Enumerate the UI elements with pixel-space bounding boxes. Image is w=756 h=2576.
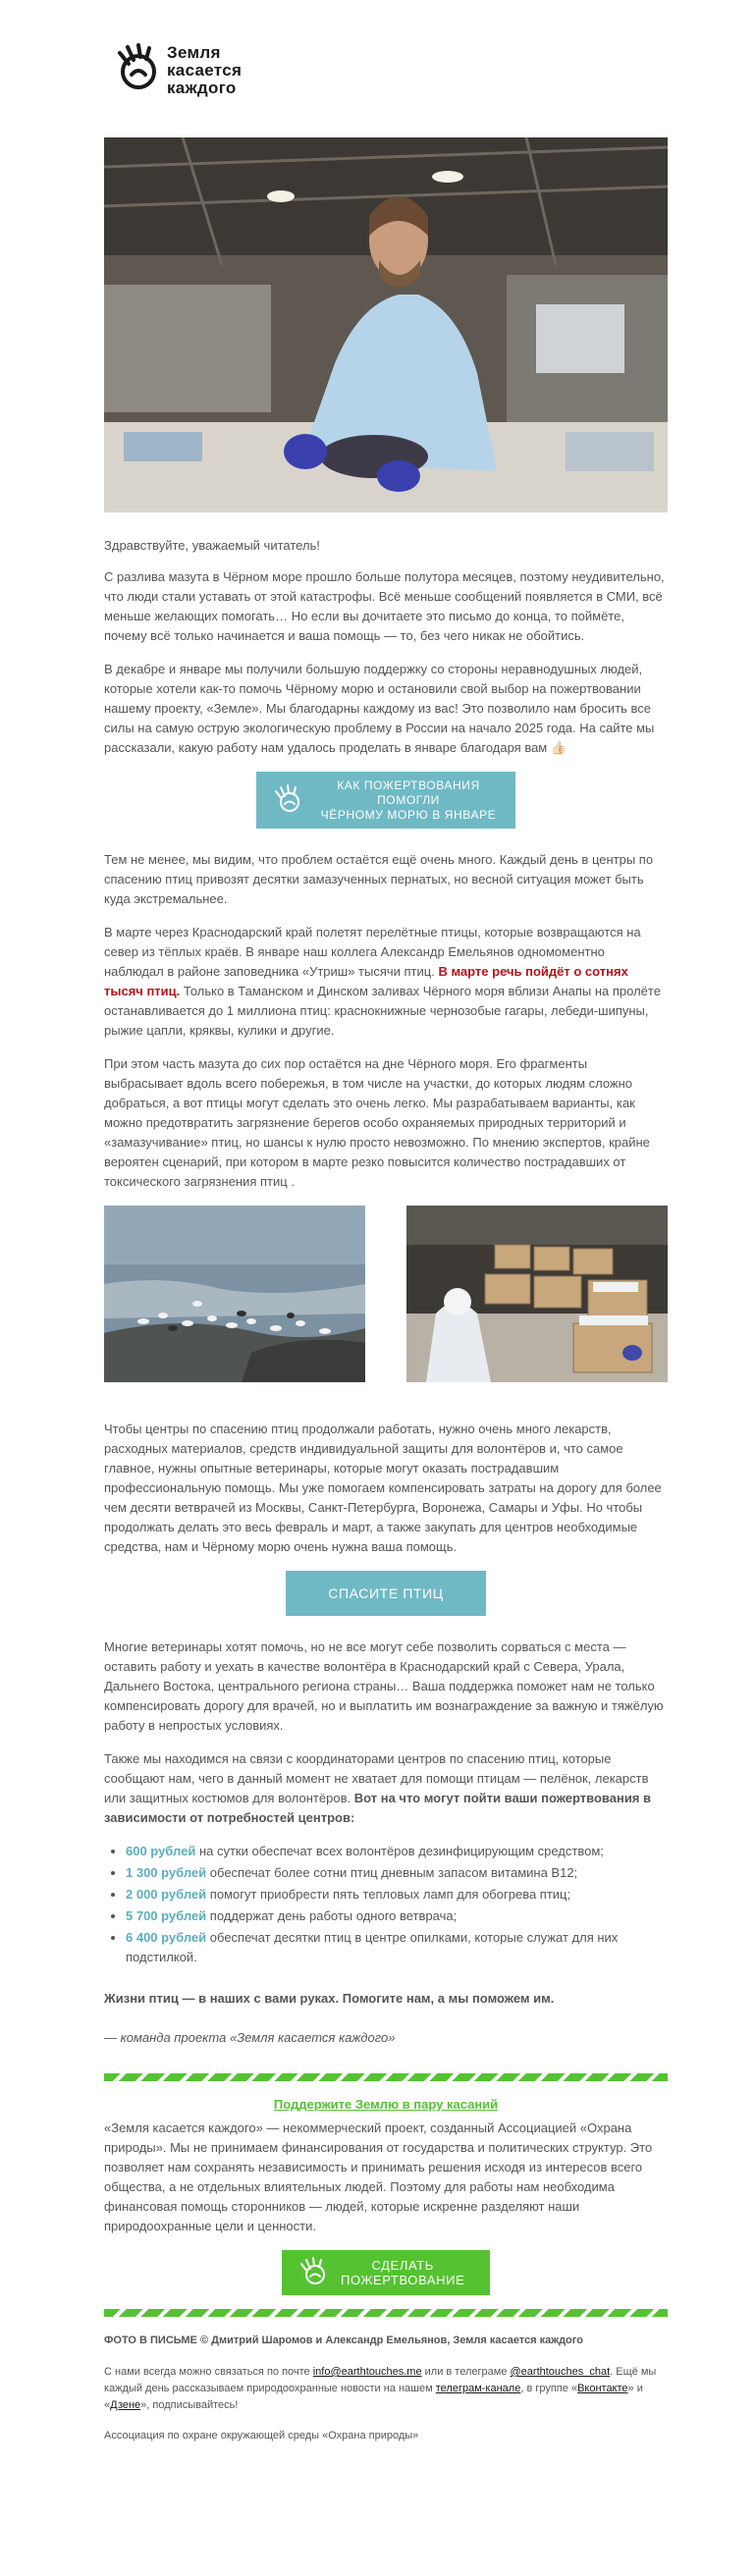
hand-holding-heart-icon: [296, 2256, 333, 2289]
logo-wordmark: Земля касается каждого: [167, 43, 243, 97]
paragraph-vets-travel: Многие ветеринары хотят помочь, но не все могут себе позволить сорваться с места — оставить работу и уехать в качестве волонтёра в Краснодарский край с Севера, Урала, Дальнего Востока, центрального региона страны… Ваша поддержка поможет нам не только компенсировать дорогу для врачей, но и выплатить им вознаграждение за важную и тяжёлую работу в непростых условиях.: [104, 1639, 664, 1733]
list-item: • 1 300 рублей обеспечат более сотни птиц дневным запасом витамина B12;: [126, 1863, 668, 1883]
contacts: С нами всегда можно связаться по почте info@earthtouches.me или в телеграме @earthtouches_chat. Ещё мы каждый день рассказываем природоохранные новости на нашем телеграм-канале, в группе «Вконтакте» и «Дзене», подписывайтесь!: [104, 2366, 657, 2411]
divider-stripe: [104, 2309, 668, 2317]
save-birds-button[interactable]: СПАСИТЕ ПТИЦ: [286, 1571, 486, 1616]
paragraph-migration: В марте через Краснодарский край полетят перелётные птицы, которые возвращаются на север из тёплых краёв. В январе наш коллега Александр Емельянов одномоментно наблюдал в районе заповедника «Утриш» тысячи птиц. В марте речь пойдёт о сотнях тысяч птиц. Только в Таманском и Динском заливах Чёрного моря вблизи Анапы на пролёте останавливается до 1 миллиона птиц: краснокнижные чернозобые гагары, лебеди-шипуны, рыжие цапли, кряквы, кулики и другие.: [104, 925, 661, 1038]
vk-link[interactable]: Вконтакте: [577, 2383, 628, 2394]
donate-button[interactable]: СДЕЛАТЬ ПОЖЕРТВОВАНИЕ: [282, 2250, 490, 2295]
list-item: • 5 700 рублей поддержат день работы одного ветврача;: [126, 1906, 668, 1926]
intro-paragraph-2: В декабре и январе мы получили большую поддержку со стороны неравнодушных людей, которые хотели как-то помочь Чёрному морю и остановили свой выбор на пожертвовании нашему проекту, «Земле». Мы благодарны каждому из вас! Это позволило нам бросить все силы на самую острую экологическую проблему в России на начало 2025 года. На сайте мы рассказали, какую работу нам удалось проделать в январе благодаря вам 👍🏻: [104, 662, 655, 755]
email-link[interactable]: info@earthtouches.me: [312, 2366, 422, 2378]
organization-name: Ассоциация по охране окружающей среды «Охрана природы»: [104, 2430, 419, 2442]
about-project: «Земля касается каждого» — некоммерческий проект, созданный Ассоциацией «Охрана природы». Мы не принимаем финансирования от государства и политических структур. Это позволяет нам сохранять независимость и принимать решения исходя из интересов всего общества, а не отдельных влиятельных людей. Поэтому для работы нам необходима финансовая помощь сторонников — людей, которые искренне разделяют наши природоохранные цели и ценности.: [104, 2120, 653, 2233]
january-donations-button[interactable]: КАК ПОЖЕРТВОВАНИЯ ПОМОГЛИ ЧЁРНОМУ МОРЮ В ЯНВАРЕ: [256, 772, 515, 829]
paragraph-needs: Также мы находимся на связи с координаторами центров по спасению птиц, которые сообщают нам, чего в данный момент не хватает для помощи птицам — пелёнок, лекарств или защитных костюмов для волонтёров. Вот на что могут пойти ваши пожертвования в зависимости от потребностей центров:: [104, 1751, 651, 1825]
paragraph-supplies-vets: Чтобы центры по спасению птиц продолжали работать, нужно очень много лекарств, расходных материалов, средств индивидуальной защиты для волонтёров и, что самое главное, нужны опытные ветеринары, которые могут оказать пострадавшим профессиональную помощь. Мы уже помогаем компенсировать затраты на дорогу для более чем десяти ветврачей из Москвы, Санкт-Петербурга, Воронежа, Самары и Уфы. Но чтобы продолжать делать это весь февраль и март, а также закупать для центров необходимые средства, нам и Чёрному морю очень нужна ваша помощь.: [104, 1422, 662, 1554]
paragraph-oil-on-seabed: При этом часть мазута до сих пор остаётся на дне Чёрного моря. Его фрагменты выбрасывает вдоль всего побережья, в том числе на участки, до которых людям сложно добраться, а вот птицы могут сделать это очень легко. Мы разрабатываем варианты, как можно предотвратить загрязнение берегов особо охраняемых природных территорий и «замазучивание» птиц, но шансы к нулю просто невозможно. По мнению экспертов, крайне вероятен сценарий, при котором в марте резко повысится количество пострадавших от токсического загрязнения птиц .: [104, 1056, 650, 1189]
earth-hand-logo-icon: [110, 39, 165, 96]
telegram-channel-link[interactable]: телеграм-канале: [435, 2383, 521, 2394]
logo[interactable]: [104, 0, 668, 137]
list-item: • 2 000 рублей помогут приобрести пять тепловых ламп для обогрева птиц;: [126, 1885, 668, 1905]
photo-credits: ФОТО В ПИСЬМЕ © Дмитрий Шаромов и Александр Емельянов, Земля касается каждого: [104, 2334, 583, 2346]
support-title-link[interactable]: Поддержите Землю в пару касаний: [273, 2097, 499, 2112]
hand-holding-heart-icon: [270, 783, 307, 817]
dzen-link[interactable]: Дзене: [110, 2399, 141, 2411]
signature: — команда проекта «Земля касается каждого»: [104, 2030, 396, 2045]
donation-amounts-list: [104, 1842, 668, 1967]
closing-call: Жизни птиц — в наших с вами руках. Помогите нам, а мы поможем им.: [104, 1991, 555, 2006]
intro-paragraph-1: С разлива мазута в Чёрном море прошло больше полутора месяцев, поэтому неудивительно, что люди стали уставать от этой катастрофы. Всё меньше сообщений появляется в СМИ, всё меньше желающих помогать… Но если вы дочитаете это письмо до конца, то поймёте, почему всё только начинается и ваша помощь — то, без чего никак не обойтись.: [104, 569, 665, 643]
hero-photo-vet-cleaning-bird: [104, 137, 668, 512]
list-item: • 600 рублей на сутки обеспечат всех волонтёров дезинфицирующим средством;: [126, 1842, 668, 1861]
photo-birds-on-shore: [104, 1206, 365, 1382]
email-body: [104, 0, 668, 2444]
list-item: • 6 400 рублей обеспечат десятки птиц в центре опилками, которые служат для них подстилкой.: [126, 1928, 668, 1967]
photo-pair: [104, 1206, 668, 1382]
highlight-hundreds-thousands: В марте речь пойдёт о сотнях тысяч птиц.: [104, 964, 628, 998]
photo-rescue-center-boxes: [406, 1206, 668, 1382]
divider-stripe: [104, 2073, 668, 2081]
greeting: Здравствуйте, уважаемый читатель!: [104, 538, 320, 553]
paragraph-problems: Тем не менее, мы видим, что проблем остаётся ещё очень много. Каждый день в центры по спасению птиц привозят десятки замазученных пернатых, но весной ситуация может быть куда экстремальнее.: [104, 852, 654, 906]
telegram-chat-link[interactable]: @earthtouches_chat: [510, 2366, 611, 2378]
